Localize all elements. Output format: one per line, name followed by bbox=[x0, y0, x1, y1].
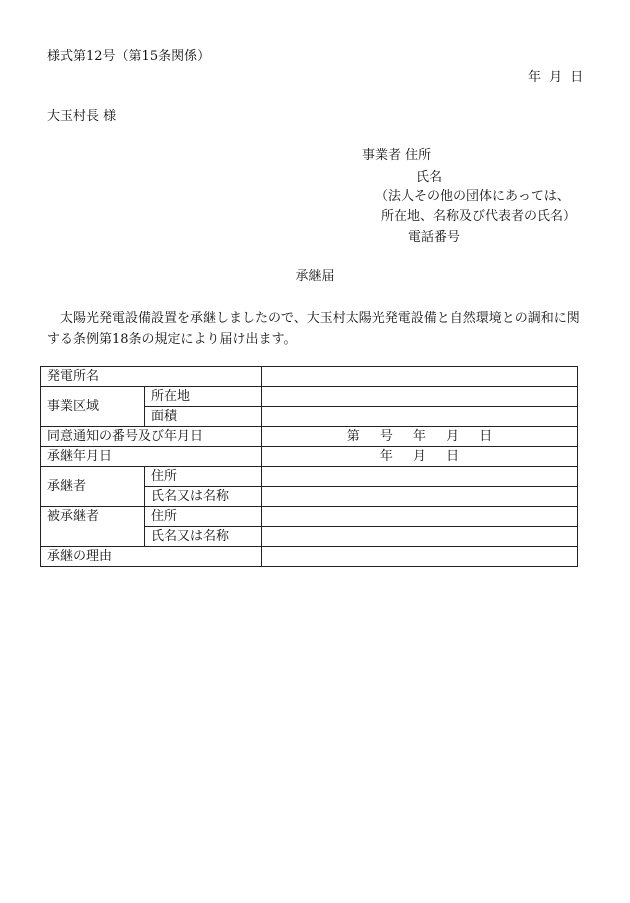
table-row bbox=[41, 467, 578, 487]
reason-label: 承継の理由 bbox=[41, 547, 262, 567]
plant-name-label: 発電所名 bbox=[41, 367, 262, 387]
table-row bbox=[41, 547, 578, 567]
area-value bbox=[262, 407, 578, 427]
consent-notice-label: 同意通知の番号及び年月日 bbox=[41, 427, 262, 447]
applicant-name-label: 氏名 bbox=[416, 170, 443, 185]
addressee: 大玉村長 様 bbox=[47, 109, 117, 124]
applicant-phone-label: 電話番号 bbox=[408, 230, 461, 245]
document-title: 承継届 bbox=[295, 269, 335, 284]
predecessor-label: 被承継者 bbox=[41, 507, 145, 547]
table-row bbox=[41, 447, 578, 467]
succession-date-label: 承継年月日 bbox=[41, 447, 262, 467]
successor-name-value bbox=[262, 487, 578, 507]
successor-address-label: 住所 bbox=[145, 467, 262, 487]
plant-name-value bbox=[262, 367, 578, 387]
successor-label: 承継者 bbox=[41, 467, 145, 507]
form-number: 様式第12号（第15条関係） bbox=[47, 49, 211, 64]
location-value bbox=[262, 387, 578, 407]
table-row bbox=[41, 367, 578, 387]
applicant-note-line1: （法人その他の団体にあっては、 bbox=[375, 189, 570, 204]
successor-name-label: 氏名又は名称 bbox=[145, 487, 262, 507]
predecessor-name-label: 氏名又は名称 bbox=[145, 527, 262, 547]
consent-notice-value: 第 号 年 月 日 bbox=[262, 427, 578, 447]
predecessor-address-value bbox=[262, 507, 578, 527]
succession-date-value: 年 月 日 bbox=[262, 447, 578, 467]
location-label: 所在地 bbox=[145, 387, 262, 407]
date-line: 年 月 日 bbox=[528, 70, 584, 85]
applicant-note-line2: 所在地、名称及び代表者の氏名） bbox=[381, 209, 577, 224]
applicant-address-label: 事業者 住所 bbox=[362, 148, 432, 163]
business-area-label: 事業区域 bbox=[41, 387, 145, 427]
table-row bbox=[41, 507, 578, 527]
body-text: 太陽光発電設備設置を承継しましたので、大玉村太陽光発電設備と自然環境との調和に関する条例第18条の規定により届け出ます。 bbox=[47, 311, 580, 347]
succession-table bbox=[40, 366, 578, 567]
predecessor-name-value bbox=[262, 527, 578, 547]
table-row bbox=[41, 387, 578, 407]
area-label: 面積 bbox=[145, 407, 262, 427]
reason-value bbox=[262, 547, 578, 567]
predecessor-address-label: 住所 bbox=[145, 507, 262, 527]
successor-address-value bbox=[262, 467, 578, 487]
table-row bbox=[41, 427, 578, 447]
